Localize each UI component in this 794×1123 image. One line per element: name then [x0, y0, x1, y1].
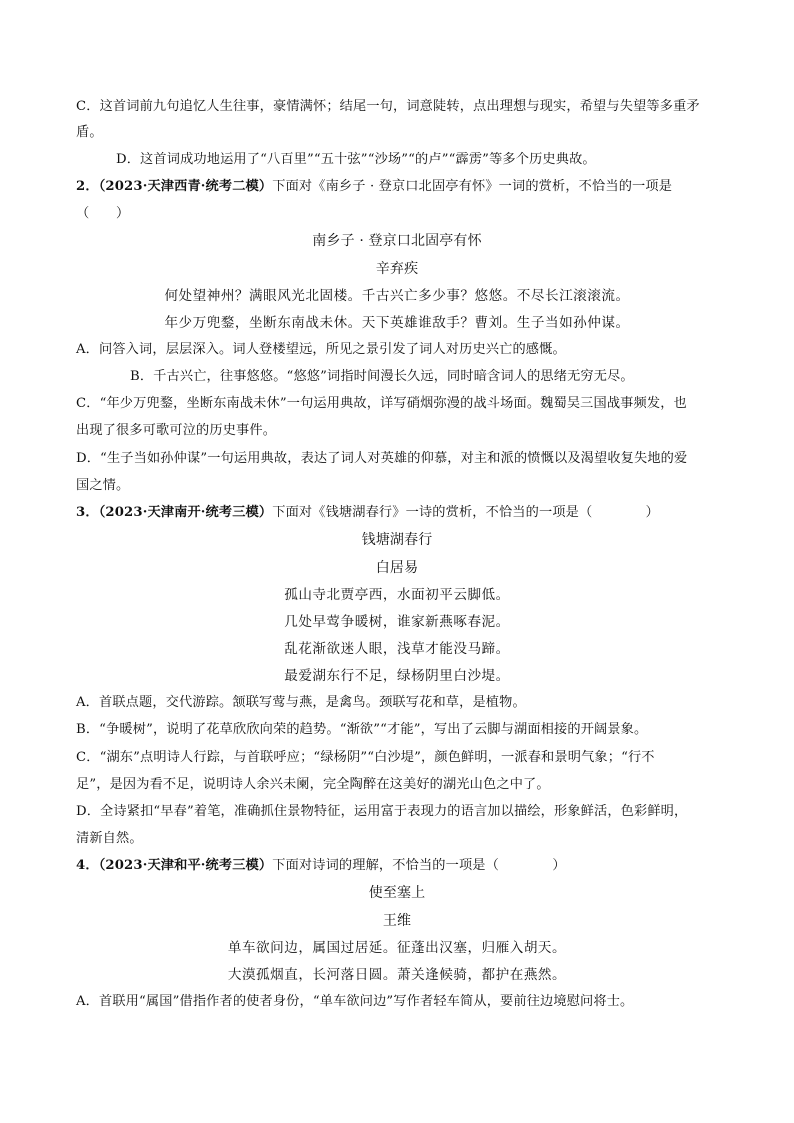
prev-option-c-line1: C．这首词前九句追忆人生往事，豪情满怀；结尾一句，词意陡转，点出理想与现实，希望与失望等多重矛 [76, 99, 700, 114]
q2-option-c-line2: 出现了很多可歌可泣的历史事件。 [76, 423, 277, 438]
prev-option-d: D．这首词成功地运用了“八百里”“五十弦”“沙场”“的卢”“霹雳”等多个历史典故。 [116, 152, 596, 167]
question-2-number: 2． [76, 179, 99, 194]
q4-option-a: A．首联用“属国”借指作者的使者身份，“单车欲问边”写作者轻车简从，要前往边境慰问将士。 [76, 994, 634, 1009]
q3-option-b: B．“争暖树”，说明了花草欣欣向荣的趋势。“渐欲”“才能”，写出了云脚与湖面相接的开阔景象。 [76, 722, 648, 737]
q2-option-a: A．问答入词，层层深入。词人登楼望远，所见之景引发了词人对历史兴亡的感慨。 [76, 342, 566, 357]
q3-poem-title: 钱塘湖春行 [361, 532, 433, 548]
prev-option-c-line2: 盾。 [76, 125, 103, 140]
q3-option-c-line2: 足”，是因为看不足，说明诗人余兴未阑，完全陶醉在这美好的湖光山色之中了。 [76, 777, 550, 792]
question-4-number: 4． [76, 858, 99, 873]
q3-poem-line: 最爱湖东行不足，绿杨阴里白沙堤。 [284, 668, 510, 684]
question-2-blank: （ ） [76, 206, 130, 221]
q2-poem-line: 何处望神州？满眼风光北固楼。千古兴亡多少事？悠悠。不尽长江滚滚流。 [164, 288, 630, 304]
q2-poem-line: 年少万兜鍪，坐断东南战未休。天下英雄谁敌手？曹刘。生子当如孙仲谋。 [164, 315, 630, 331]
q4-poem-line: 大漠孤烟直，长河落日圆。萧关逢候骑，都护在燕然。 [227, 967, 567, 983]
q2-option-d-line1: D．“生子当如孙仲谋”一句运用典故，表达了词人对英雄的仰慕，对主和派的愤慨以及渴望收复失地的爱 [76, 451, 688, 466]
question-3-source: （2023·天津南开·统考三模） [98, 505, 273, 520]
question-3-stem [76, 504, 724, 522]
q2-poem-author: 辛弃疾 [375, 261, 419, 277]
q3-option-c-line1: C．“湖东”点明诗人行踪，与首联呼应；“绿杨阴”“白沙堤”，颜色鲜明，一派春和景明气象；“行不 [76, 750, 655, 765]
q3-poem-line: 乱花渐欲迷人眼，浅草才能没马蹄。 [284, 641, 510, 657]
question-2-text: 下面对《南乡子 · 登京口北固亭有怀》一词的赏析，不恰当的一项是 [272, 179, 673, 194]
question-4-text: 下面对诗词的理解，不恰当的一项是（ ） [272, 858, 566, 873]
q2-option-c-line1: C．“年少万兜鍪，坐断东南战未休”一句运用典故，详写硝烟弥漫的战斗场面。魏蜀吴三国战事频发，也 [76, 396, 687, 411]
q4-poem-line: 单车欲问边，属国过居延。征蓬出汉塞，归雁入胡天。 [227, 940, 567, 956]
q4-poem-title: 使至塞上 [368, 885, 426, 901]
q2-option-d-line2: 国之情。 [76, 478, 130, 493]
question-2-source: （2023·天津西青·统考二模） [98, 179, 273, 194]
question-3-number: 3． [76, 505, 99, 520]
q3-option-d-line2: 清新自然。 [76, 831, 143, 846]
q3-poem-line: 几处早莺争暖树，谁家新燕啄春泥。 [284, 614, 510, 630]
question-2-stem [76, 178, 724, 196]
q3-poem-line: 孤山寺北贾亭西，水面初平云脚低。 [284, 587, 510, 603]
q2-poem-title: 南乡子 · 登京口北固亭有怀 [312, 233, 482, 249]
question-4-stem [76, 857, 724, 875]
q3-option-a: A．首联点题，交代游踪。颔联写莺与燕，是禽鸟。颈联写花和草，是植物。 [76, 695, 526, 710]
question-4-source: （2023·天津和平·统考三模） [98, 858, 273, 873]
q3-option-d-line1: D．全诗紧扣“早春”着笔，准确抓住景物特征，运用富于表现力的语言加以描绘，形象鲜活，色彩鲜明， [76, 804, 688, 819]
q4-poem-author: 王维 [382, 913, 412, 929]
question-3-text: 下面对《钱塘湖春行》一诗的赏析，不恰当的一项是（ ） [272, 505, 660, 520]
q3-poem-author: 白居易 [375, 560, 419, 576]
q2-option-b: B．千古兴亡，往事悠悠。“悠悠”词指时间漫长久远，同时暗含词人的思绪无穷无尽。 [130, 369, 634, 384]
